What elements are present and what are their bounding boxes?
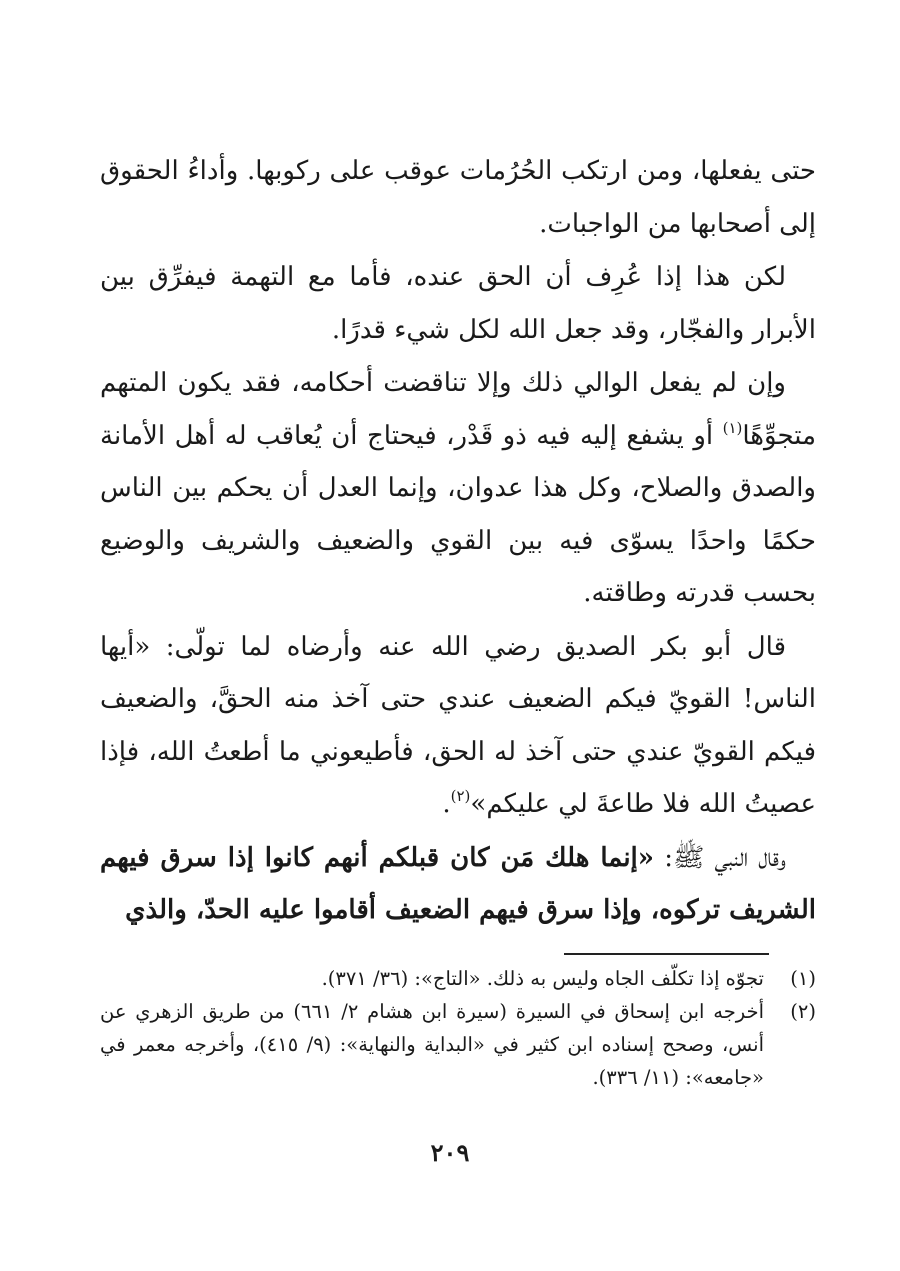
hadith-text: «إنما هلك مَن كان قبلكم أنهم كانوا إذا سرق فيهم الشريف تركوه، وإذا سرق فيهم الضعيف أقاموا عليه الحدّ، والذي (100, 842, 816, 925)
footnote-ref-2[interactable]: (٢) (450, 787, 471, 805)
paragraph-4 (100, 621, 816, 831)
hadith-lead: وقال النبي ﷺ: (654, 842, 786, 873)
paragraph-text-start: وإن لم يفعل الوالي ذلك وإلا تناقضت أحكامه، فقد يكون المتهم متجوِّهًا (100, 368, 816, 451)
footnote-1 (100, 962, 816, 995)
paragraph-text (100, 357, 816, 620)
footnote-2 (100, 995, 816, 1094)
paragraph-3 (100, 357, 816, 620)
paragraph-2 (100, 251, 816, 356)
footnote-text: أخرجه ابن إسحاق في السيرة (سيرة ابن هشام ٢/ ٦٦١) من طريق الزهري عن أنس، وصحح إسناده ابن كثير في «البداية والنهاية»: (٩/ ٤١٥)، وأخرجه معمر في «جامعه»: (١١/ ٣٣٦). (100, 1000, 764, 1089)
paragraph-text: لكن هذا إذا عُرِف أن الحق عنده، فأما مع التهمة فيفرِّق بين الأبرار والفجّار، وقد جعل الله لكل شيء قدرًا. (100, 262, 816, 345)
quote-end: . (442, 789, 451, 819)
footnote-number: (٢) (790, 1000, 816, 1023)
footnote-text: تجوّه إذا تكلّف الجاه وليس به ذلك. «التاج»: (٣٦/ ٣٧١). (321, 967, 764, 990)
paragraph-text (100, 621, 816, 831)
main-text (100, 145, 816, 937)
paragraph-1 (100, 145, 816, 250)
paragraph-5 (100, 832, 816, 937)
footnote-number: (١) (790, 967, 816, 990)
page-number: ٢٠٩ (430, 1138, 470, 1167)
quote-text: قال أبو بكر الصديق رضي الله عنه وأرضاه لما تولّى: «أيها الناس! القويّ فيكم الضعيف عندي حتى آخذ منه الحقَّ، والضعيف فيكم القويّ عندي حتى آخذ له الحق، فأطيعوني ما أطعتُ الله، فإذا عصيتُ الله فلا طاعةَ لي عليكم» (100, 631, 816, 819)
footnotes (100, 962, 816, 1094)
footnote-divider (564, 953, 769, 955)
paragraph-text-end: أو يشفع إليه فيه ذو قَدْر، فيحتاج أن يُعاقب له أهل الأمانة والصدق والصلاح، وكل هذا عدوان، وإنما العدل أن يحكم بين الناس حكمًا واحدًا يسوّى فيه بين القوي والضعيف والشريف والوضيع بحسب قدرته وطاقته. (100, 420, 816, 608)
footnote-ref-1[interactable]: (١) (722, 418, 743, 437)
paragraph-text: حتى يفعلها، ومن ارتكب الحُرُمات عوقب على ركوبها. وأداءُ الحقوق إلى أصحابها من الواجبات. (100, 156, 816, 239)
paragraph-text (100, 832, 816, 937)
